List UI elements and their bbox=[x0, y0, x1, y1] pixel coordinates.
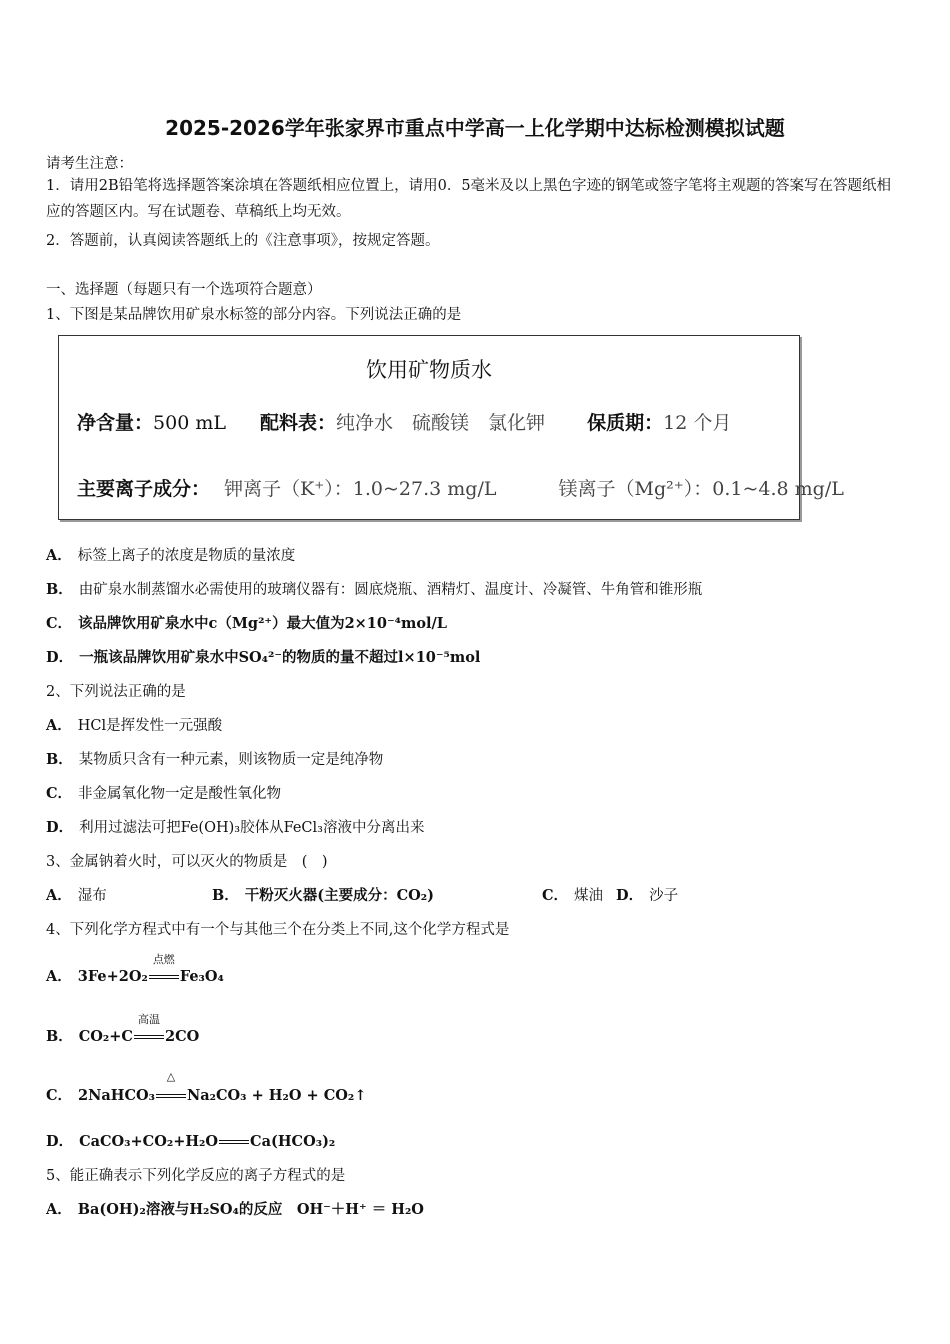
q1-option-a: A． 标签上离子的浓度是物质的量浓度 bbox=[46, 547, 296, 564]
q3-stem: 3、金属钠着火时，可以灭火的物质是 ( ) bbox=[46, 854, 328, 870]
q2-option-c: C． 非金属氧化物一定是酸性氧化物 bbox=[46, 785, 282, 802]
q2-option-b: B． 某物质只含有一种元素，则该物质一定是纯净物 bbox=[46, 751, 384, 768]
q2-option-d: D． 利用过滤法可把Fe(OH)₃胶体从FeCl₃溶液中分离出来 bbox=[46, 819, 425, 836]
shelf-value: 12 个月 bbox=[663, 412, 732, 434]
ion-label: 主要离子成分： bbox=[77, 478, 211, 500]
q3-option-b: B． 干粉灭火器(主要成分：CO₂) bbox=[212, 887, 435, 904]
q4-option-a: A． 3Fe+2O₂ 点燃 Fe₃O₄ bbox=[46, 953, 224, 985]
q4-option-c: C． 2NaHCO₃ △ Na₂CO₃ + H₂O + CO₂↑ bbox=[46, 1070, 367, 1104]
k-ion: 钾离子（K⁺）：1.0~27.3 mg/L bbox=[224, 478, 497, 500]
q3-options bbox=[46, 884, 896, 905]
q5-option-a: A． Ba(OH)₂溶液与H₂SO₄的反应 OH⁻＋H⁺ ＝ H₂O bbox=[46, 1201, 424, 1218]
notice-heading: 请考生注意： bbox=[46, 156, 133, 172]
page-title: 2025-2026学年张家界市重点中学高一上化学期中达标检测模拟试题 bbox=[165, 116, 785, 140]
q4-option-d: D． CaCO₃+CO₂+H₂O Ca(HCO₃)₂ bbox=[46, 1133, 336, 1150]
q3-option-c: C． 煤油 bbox=[542, 887, 604, 904]
q4-option-b: B． CO₂+C 高温 2CO bbox=[46, 1013, 200, 1045]
q3-option-d: D． 沙子 bbox=[616, 887, 679, 904]
q1-option-d: D． 一瓶该品牌饮用矿泉水中SO₄²⁻的物质的量不超过l×10⁻⁵mol bbox=[46, 649, 481, 666]
net-label: 净含量： bbox=[77, 412, 154, 434]
section-heading: 一、选择题（每题只有一个选项符合题意） bbox=[46, 282, 322, 298]
net-value: 500 mL bbox=[153, 412, 226, 434]
ingr-label: 配料表： bbox=[260, 412, 337, 434]
q3-option-a: A． 湿布 bbox=[46, 887, 107, 904]
q2-stem: 2、下列说法正确的是 bbox=[46, 684, 186, 700]
q5-stem: 5、能正确表示下列化学反应的离子方程式的是 bbox=[46, 1168, 346, 1184]
q1-stem: 1、下图是某品牌饮用矿泉水标签的部分内容。下列说法正确的是 bbox=[46, 307, 462, 323]
q1-option-b: B． 由矿泉水制蒸馏水必需使用的玻璃仪器有：圆底烧瓶、酒精灯、温度计、冷凝管、牛角管和锥形瓶 bbox=[46, 581, 703, 598]
mineral-water-label bbox=[58, 335, 844, 520]
ingr-value: 纯净水 硫酸镁 氯化钾 bbox=[336, 412, 546, 434]
q2-option-a: A． HCl是挥发性一元强酸 bbox=[46, 717, 223, 734]
label-row-2 bbox=[77, 474, 844, 501]
shelf-label: 保质期： bbox=[587, 412, 664, 434]
mg-ion: 镁离子（Mg²⁺）：0.1~4.8 mg/L bbox=[558, 478, 844, 500]
q4-stem: 4、下列化学方程式中有一个与其他三个在分类上不同,这个化学方程式是 bbox=[46, 922, 510, 938]
label-title: 饮用矿物质水 bbox=[366, 358, 492, 382]
notice-item-1: 1．请用2B铅笔将选择题答案涂填在答题纸相应位置上，请用0．5毫米及以上黑色字迹的钢笔或签字笔将主观题的答案写在答题纸相应的答题区内。写在试题卷、草稿纸上均无效。 bbox=[46, 178, 892, 220]
q1-option-c: C． 该品牌饮用矿泉水中c（Mg²⁺）最大值为2×10⁻⁴mol/L bbox=[46, 615, 448, 632]
label-row-1 bbox=[77, 408, 731, 435]
notice-item-2: 2．答题前，认真阅读答题纸上的《注意事项》，按规定答题。 bbox=[46, 233, 440, 249]
